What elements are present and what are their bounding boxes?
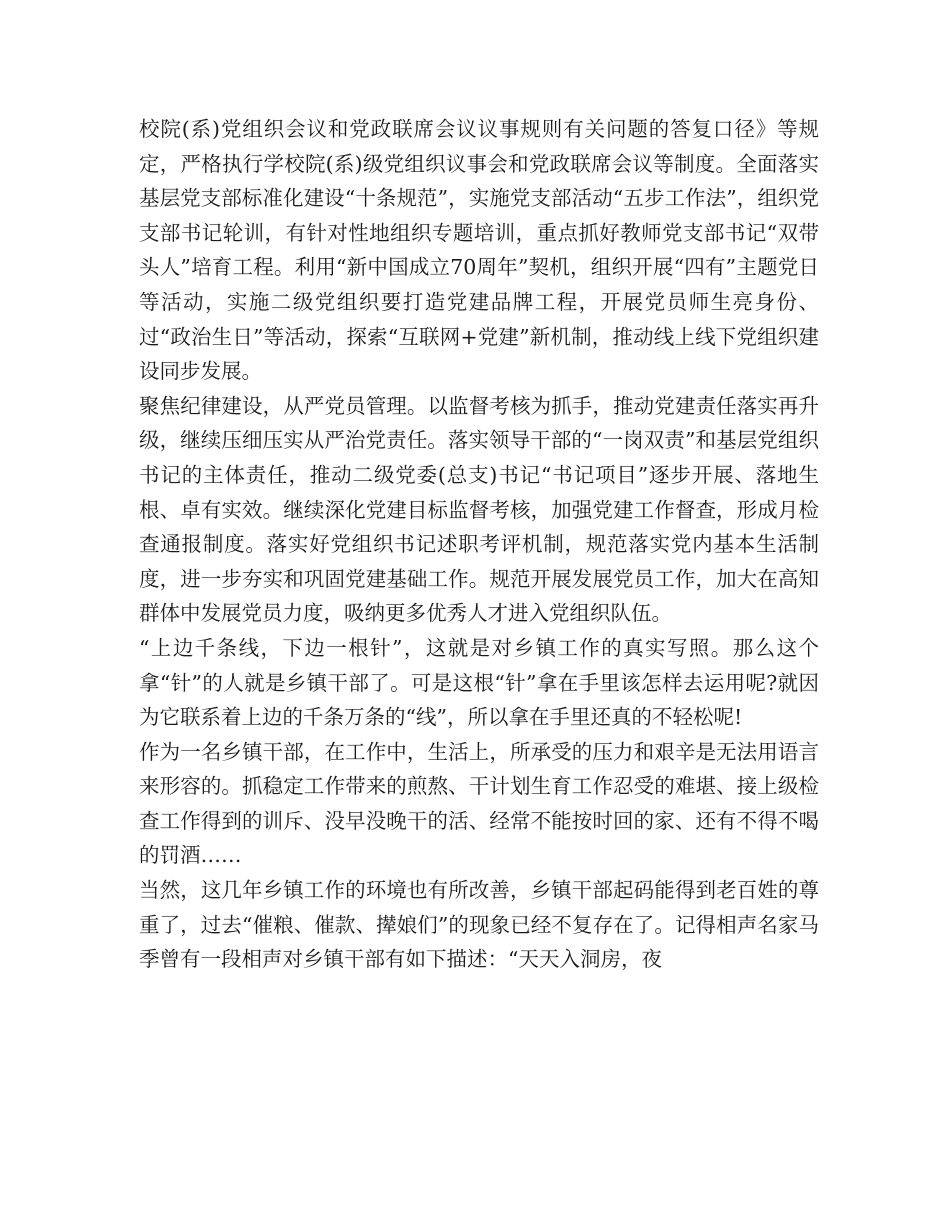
paragraph-township-environment: 当然，这几年乡镇工作的环境也有所改善，乡镇干部起码能得到老百姓的尊重了，过去“催粮、催款、撵娘们”的现象已经不复存在了。记得相声名家马季曾有一段相声对乡镇干部有如下描述：“天天入洞房，夜 xyxy=(139,878,819,972)
document-body xyxy=(139,112,819,977)
paragraph-discipline-building: 聚焦纪律建设，从严党员管理。以监督考核为抓手，推动党建责任落实再升级，继续压细压实从严治党责任。落实领导干部的“一岗双责”和基层党组织书记的主体责任，推动二级党委(总支)书记“书记项目”逐步开展、落地生根、卓有实效。继续深化党建目标监督考核，加强党建工作督查，形成月检查通报制度。落实好党组织书记述职考评机制，规范落实党内基本生活制度，进一步夯实和巩固党建基础工作。规范开展发展党员工作，加大在高知群体中发展党员力度，吸纳更多优秀人才进入党组织队伍。 xyxy=(139,393,819,626)
paragraph-township-cadre-pressure: 作为一名乡镇干部，在工作中，生活上，所承受的压力和艰辛是无法用语言来形容的。抓稳定工作带来的煎熬、干计划生育工作忍受的难堪、接上级检查工作得到的训斥、没早没晚干的活、经常不能按时回的家、还有不得不喝的罚酒…… xyxy=(139,739,819,868)
paragraph-party-organization-rules: 校院(系)党组织会议和党政联席会议议事规则有关问题的答复口径》等规定，严格执行学校院(系)级党组织议事会和党政联席会议等制度。全面落实基层党支部标准化建设“十条规范”，实施党支部活动“五步工作法”，组织党支部书记轮训，有针对性地组织专题培训，重点抓好教师党支部书记“双带头人”培育工程。利用“新中国成立70周年”契机，组织开展“四有”主题党日等活动，实施二级党组织要打造党建品牌工程，开展党员师生亮身份、过“政治生日”等活动，探索“互联网+党建”新机制，推动线上线下党组织建设同步发展。 xyxy=(139,117,819,384)
paragraph-thousand-threads: “上边千条线，下边一根针”，这就是对乡镇工作的真实写照。那么这个拿“针”的人就是乡镇干部了。可是这根“针”拿在手里该怎样去运用呢?就因为它联系着上边的千条万条的“线”，所以拿在手里还真的不轻松呢! xyxy=(139,635,819,730)
